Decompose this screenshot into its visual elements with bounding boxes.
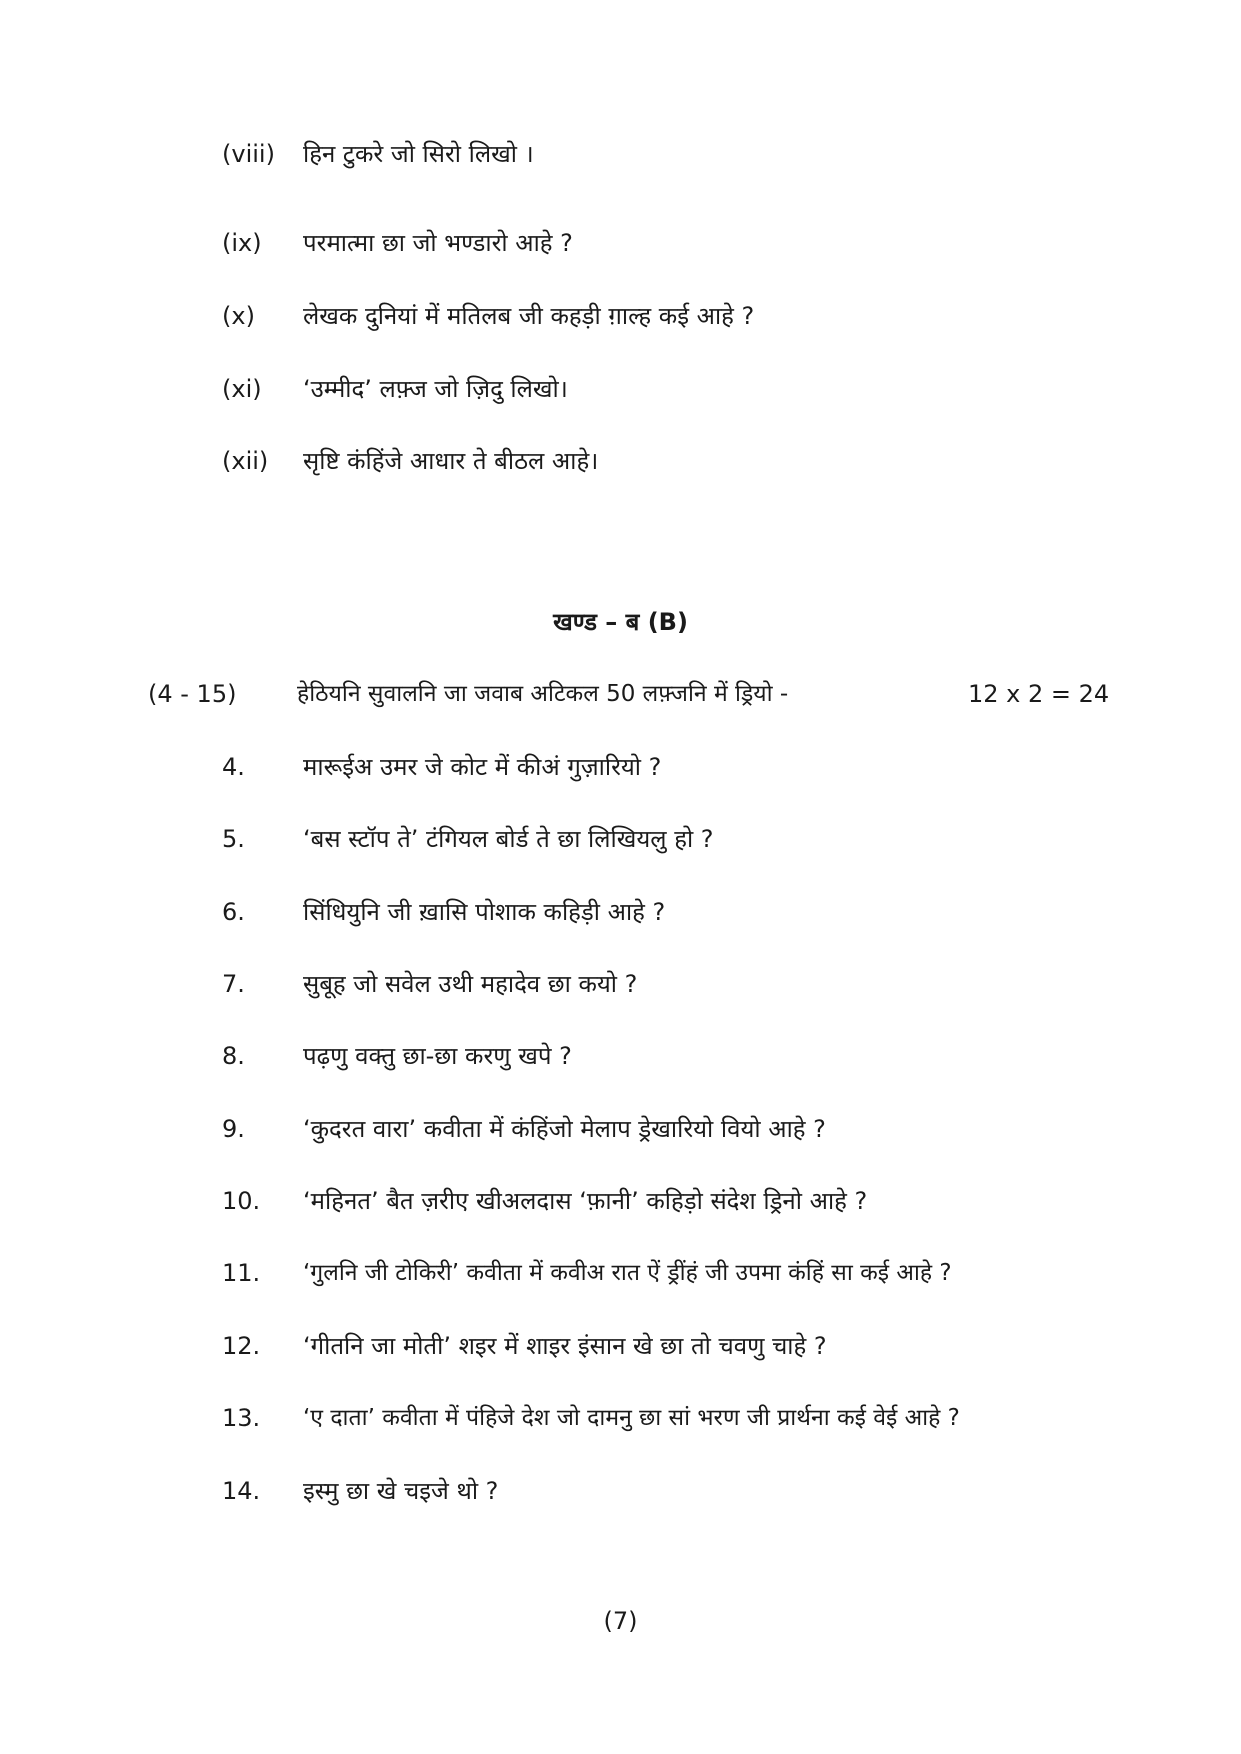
- question-number: 8.: [222, 1042, 245, 1070]
- question-text: मारूईअ उमर जे कोट में कीअं गुज़ारियो ?: [303, 753, 662, 781]
- question-text: परमात्मा छा जो भण्डारो आहे ?: [303, 229, 573, 257]
- question-text: ‘बस स्टॉप ते’ टंगियल बोर्ड ते छा लिखियलु हो ?: [303, 825, 714, 853]
- question-text: इस्मु छा खे चइजे थो ?: [303, 1477, 499, 1505]
- question-text: सृष्टि कंहिंजे आधार ते बीठल आहे।: [303, 447, 599, 475]
- question-text: ‘गुलनि जी टोकिरी’ कवीता में कवीअ रात ऐं ड्रींहं जी उपमा कंहिं सा कई आहे ?: [303, 1260, 952, 1286]
- question-text: सिंधियुनि जी ख़ासि पोशाक कहिड़ी आहे ?: [303, 898, 666, 926]
- question-range: (4 - 15): [148, 680, 237, 708]
- question-number: 10.: [222, 1187, 261, 1215]
- question-text: ‘ए दाता’ कवीता में पंहिजे देश जो दामनु छा सां भरण जी प्रार्थना कई वेई आहे ?: [303, 1405, 960, 1431]
- page-number: (7): [603, 1607, 638, 1635]
- question-number: (x): [222, 302, 255, 330]
- question-number: (viii): [222, 140, 275, 168]
- instruction-text: हेठियनि सुवालनि जा जवाब अटिकल 50 लफ़्जनि में ड्रियो -: [297, 681, 789, 707]
- section-heading: खण्ड – ब (B): [553, 608, 688, 636]
- question-number: 4.: [222, 753, 245, 781]
- question-number: 14.: [222, 1477, 261, 1505]
- question-number: 9.: [222, 1115, 245, 1143]
- question-number: 12.: [222, 1332, 261, 1360]
- question-text: हिन टुकरे जो सिरो लिखो ।: [303, 140, 534, 168]
- question-text: सुबूह जो सवेल उथी महादेव छा कयो ?: [303, 970, 638, 998]
- question-number: 7.: [222, 970, 245, 998]
- question-number: (ix): [222, 229, 262, 257]
- marks-allocation: 12 x 2 = 24: [968, 680, 1110, 708]
- question-text: ‘कुदरत वारा’ कवीता में कंहिंजो मेलाप ड्रेखारियो वियो आहे ?: [303, 1115, 826, 1143]
- question-number: 6.: [222, 898, 245, 926]
- question-number: (xii): [222, 447, 269, 475]
- question-number: 13.: [222, 1404, 261, 1432]
- question-text: ‘उम्मीद’ लफ़्ज जो ज़िदु लिखो।: [303, 375, 568, 403]
- question-text: ‘गीतनि जा मोती’ शइर में शाइर इंसान खे छा तो चवणु चाहे ?: [303, 1332, 827, 1360]
- question-number: (xi): [222, 375, 262, 403]
- question-number: 11.: [222, 1259, 261, 1287]
- question-number: 5.: [222, 825, 245, 853]
- question-text: लेखक दुनियां में मतिलब जी कहड़ी ग़ाल्ह कई आहे ?: [303, 302, 755, 330]
- question-text: पढ़णु वक्तु छा-छा करणु खपे ?: [303, 1042, 572, 1070]
- question-text: ‘महिनत’ बैत ज़रीए खीअलदास ‘फ़ानी’ कहिड़ो संदेश ड्रिनो आहे ?: [303, 1187, 868, 1215]
